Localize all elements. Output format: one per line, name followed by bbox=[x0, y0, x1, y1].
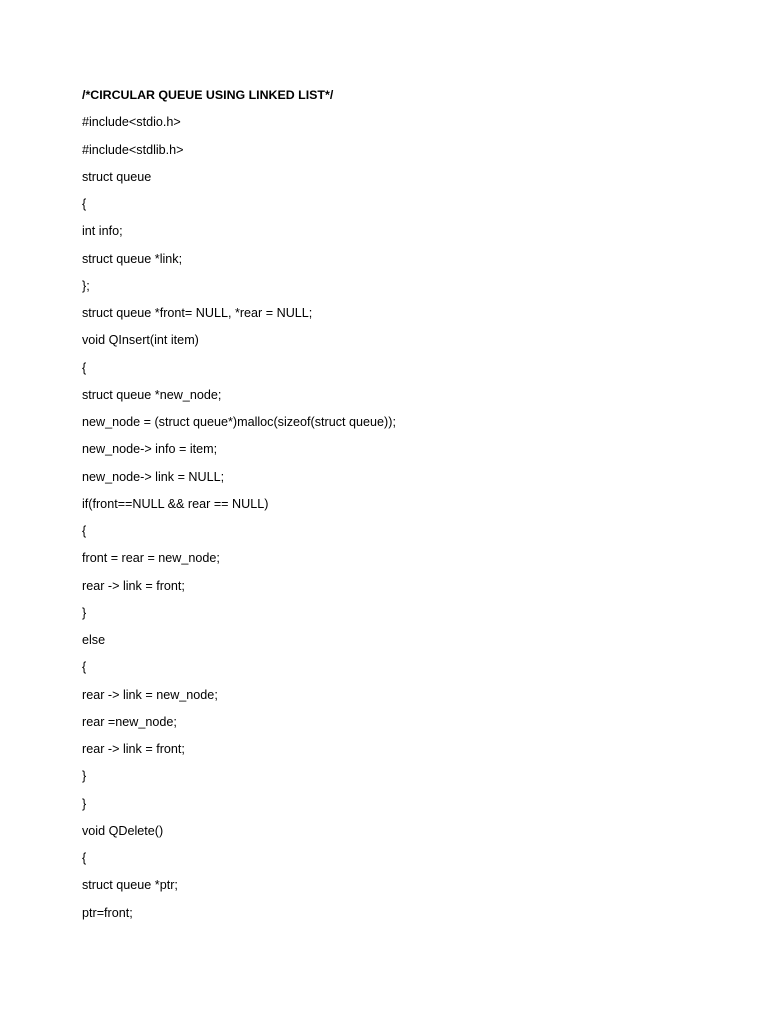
code-title: /*CIRCULAR QUEUE USING LINKED LIST*/ bbox=[82, 88, 334, 102]
code-line: void QDelete() bbox=[82, 823, 164, 838]
code-line: new_node = (struct queue*)malloc(sizeof(struct queue)); bbox=[82, 415, 396, 429]
code-line: void QInsert(int item) bbox=[82, 333, 199, 348]
code-line: struct queue *ptr; bbox=[82, 878, 178, 893]
code-line: struct queue *link; bbox=[82, 251, 183, 266]
code-line: { bbox=[82, 660, 87, 675]
code-line: struct queue *front= NULL, *rear = NULL; bbox=[82, 306, 313, 320]
code-line: #include<stdio.h> bbox=[82, 115, 181, 130]
code-line: { bbox=[82, 851, 87, 865]
code-line: new_node-> info = item; bbox=[82, 442, 218, 457]
code-listing bbox=[82, 86, 722, 931]
code-line: struct queue bbox=[82, 169, 152, 184]
code-line: struct queue *new_node; bbox=[82, 387, 222, 402]
code-line: rear -> link = front; bbox=[82, 578, 185, 593]
code-line: if(front==NULL && rear == NULL) bbox=[82, 496, 269, 511]
code-line: } bbox=[82, 796, 87, 811]
code-line: new_node-> link = NULL; bbox=[82, 469, 225, 484]
code-line: }; bbox=[82, 278, 90, 293]
code-line: { bbox=[82, 360, 87, 375]
code-line: rear -> link = new_node; bbox=[82, 687, 218, 702]
code-line: ptr=front; bbox=[82, 905, 133, 920]
code-line: { bbox=[82, 197, 87, 211]
code-line: rear =new_node; bbox=[82, 714, 177, 729]
code-line: else bbox=[82, 633, 106, 647]
code-line: rear -> link = front; bbox=[82, 742, 185, 756]
code-line: } bbox=[82, 769, 87, 784]
code-line: } bbox=[82, 605, 87, 620]
code-line: #include<stdlib.h> bbox=[82, 142, 184, 157]
code-line: { bbox=[82, 524, 87, 538]
code-line: int info; bbox=[82, 224, 123, 239]
code-line: front = rear = new_node; bbox=[82, 551, 220, 566]
